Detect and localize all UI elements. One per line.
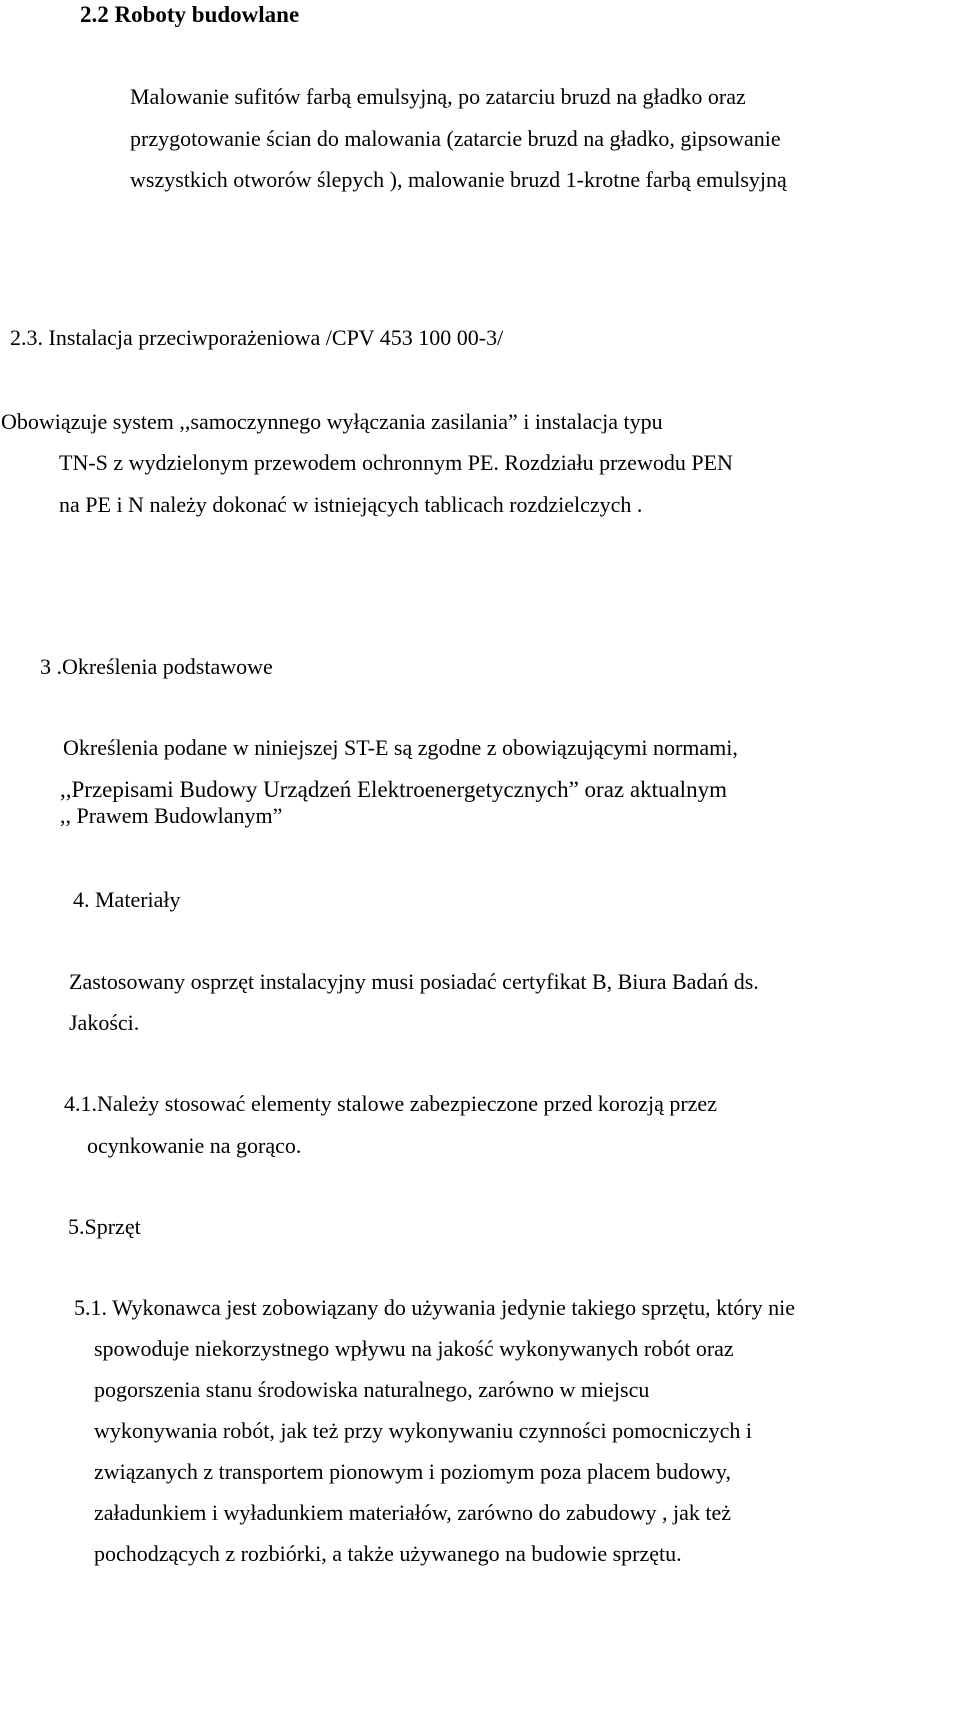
- section-5-heading: 5.Sprzęt: [68, 1214, 141, 1239]
- section-4-1-line-1: 4.1.Należy stosować elementy stalowe zabezpieczone przed korozją przez: [64, 1091, 717, 1116]
- section-5-line-7: pochodzących z rozbiórki, a także używanego na budowie sprzętu.: [94, 1541, 682, 1566]
- section-5-line-1: 5.1. Wykonawca jest zobowiązany do używania jedynie takiego sprzętu, który nie: [74, 1295, 795, 1320]
- section-5-line-2: spowoduje niekorzystnego wpływu na jakość wykonywanych robót oraz: [94, 1336, 734, 1361]
- section-4-1-line-2: ocynkowanie na gorąco.: [87, 1133, 302, 1158]
- section-5-line-6: załadunkiem i wyładunkiem materiałów, zarówno do zabudowy , jak też: [94, 1500, 731, 1525]
- section-5-line-3: pogorszenia stanu środowiska naturalnego, zarówno w miejscu: [94, 1377, 650, 1402]
- section-4-line-2: Jakości.: [69, 1010, 140, 1035]
- section-3-line-2: ,,Przepisami Budowy Urządzeń Elektroenergetycznych” oraz aktualnym: [60, 777, 727, 802]
- section-2-2-line-2: przygotowanie ścian do malowania (zatarcie bruzd na gładko, gipsowanie: [130, 126, 781, 151]
- section-5-line-4: wykonywania robót, jak też przy wykonywaniu czynności pomocniczych i: [94, 1418, 752, 1443]
- section-3-heading: 3 .Określenia podstawowe: [40, 654, 273, 679]
- section-2-2-line-1: Malowanie sufitów farbą emulsyjną, po zatarciu bruzd na gładko oraz: [130, 84, 746, 109]
- section-4-heading: 4. Materiały: [73, 887, 181, 912]
- section-3-line-3: ,, Prawem Budowlanym”: [60, 803, 283, 828]
- section-2-3-line-1: Obowiązuje system ,,samoczynnego wyłączania zasilania” i instalacja typu: [1, 409, 663, 434]
- section-5-line-5: związanych z transportem pionowym i poziomym poza placem budowy,: [94, 1459, 732, 1484]
- section-2-2-line-3: wszystkich otworów ślepych ), malowanie bruzd 1-krotne farbą emulsyjną: [130, 167, 787, 192]
- section-3-line-1: Określenia podane w niniejszej ST-E są zgodne z obowiązującymi normami,: [63, 735, 738, 760]
- section-2-2-heading: 2.2 Roboty budowlane: [80, 2, 300, 27]
- section-2-3-line-3: na PE i N należy dokonać w istniejących tablicach rozdzielczych .: [59, 492, 643, 517]
- section-2-3-heading: 2.3. Instalacja przeciwporażeniowa /CPV 453 100 00-3/: [10, 325, 504, 350]
- section-2-3-line-2: TN-S z wydzielonym przewodem ochronnym PE. Rozdziału przewodu PEN: [59, 450, 733, 475]
- section-4-line-1: Zastosowany osprzęt instalacyjny musi posiadać certyfikat B, Biura Badań ds.: [69, 969, 759, 994]
